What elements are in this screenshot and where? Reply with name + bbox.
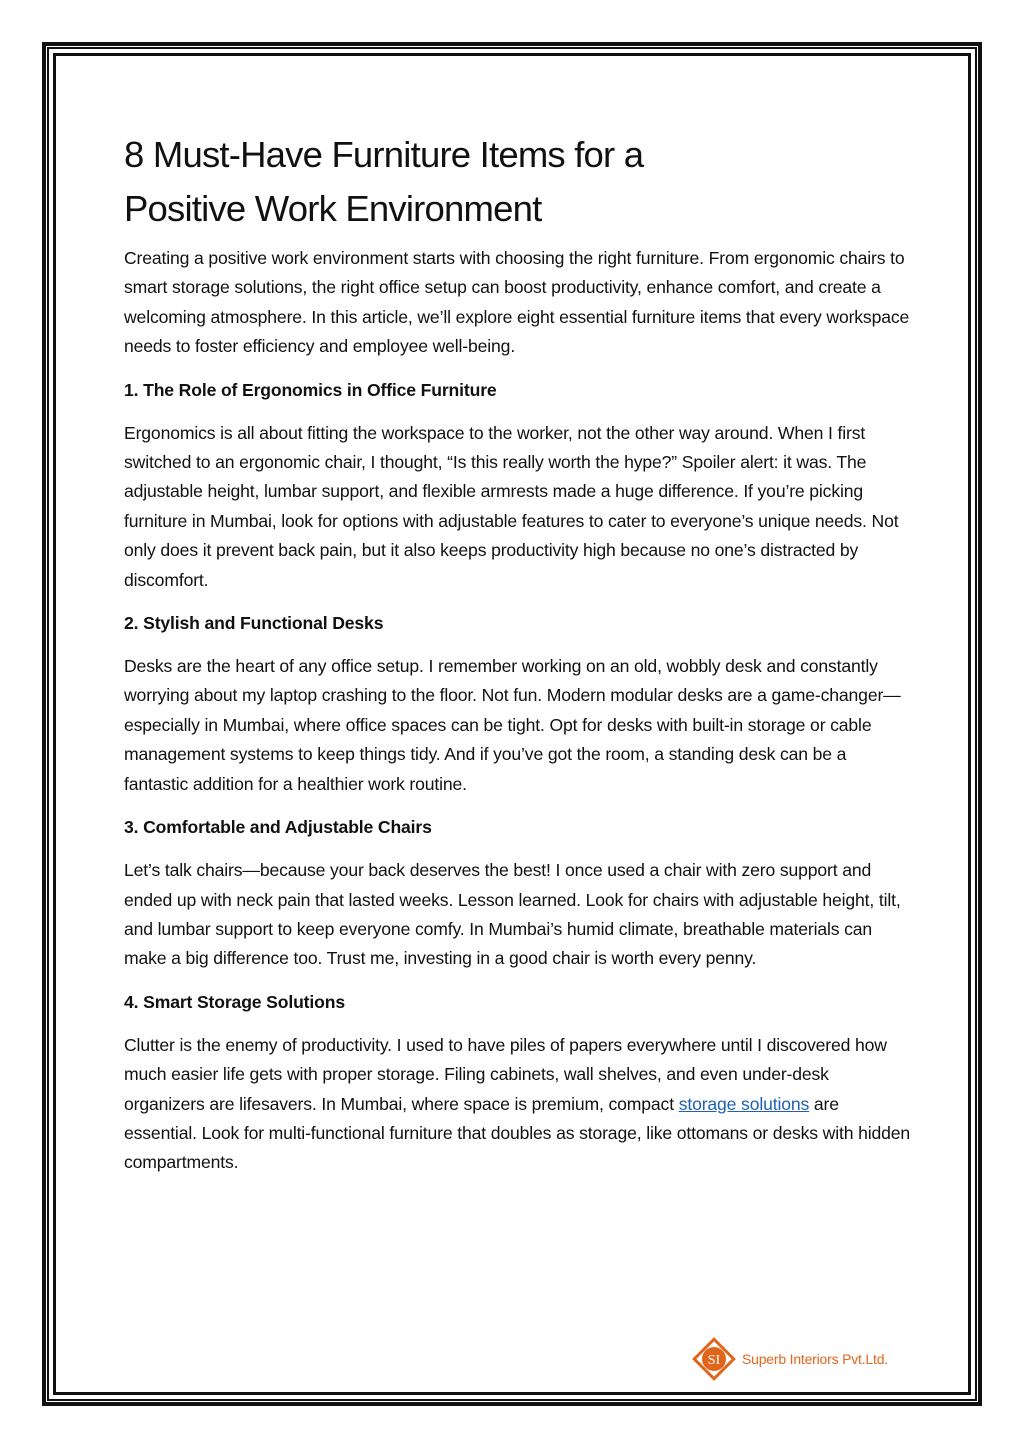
section-heading-4: 4. Smart Storage Solutions [124, 991, 345, 1012]
section-body-4-before: Clutter is the enemy of productivity. I used to have piles of papers everywhere until I discovered how much easier life gets with proper storage. Filing cabinets, wall shelves, and even under-desk organizers are lifesavers. In Mumbai, where space is premium, compact [124, 1034, 887, 1114]
logo-diamond-icon [692, 1337, 736, 1381]
section-body-4-after: are essential. Look for multi-functional furniture that doubles as storage, like ottomans or desks with hidden compartments. [124, 1093, 911, 1173]
section-heading-1: 1. The Role of Ergonomics in Office Furniture [124, 379, 497, 400]
section-heading-2: 2. Stylish and Functional Desks [124, 613, 384, 634]
page-title [124, 128, 914, 236]
intro-paragraph: Creating a positive work environment starts with choosing the right furniture. From ergonomic chairs to smart storage solutions, the right office setup can boost productivity, enhance comfort, and create a welcoming atmosphere. In this article, we’ll explore eight essential furniture items that every workspace needs to foster efficiency and employee well-being. [124, 248, 910, 357]
title-line-1: 8 Must-Have Furniture Items for a [124, 134, 644, 175]
section-body-2: Desks are the heart of any office setup. I remember working on an old, wobbly desk and constantly worrying about my laptop crashing to the floor. Not fun. Modern modular desks are a game-changer—especially in Mumbai, where office spaces can be tight. Opt for desks with built-in storage or cable management systems to keep things tidy. And if you’ve got the room, a standing desk can be a fantastic addition for a healthier work routine. [124, 656, 901, 794]
section-body-3: Let’s talk chairs—because your back deserves the best! I once used a chair with zero support and ended up with neck pain that lasted weeks. Lesson learned. Look for chairs with adjustable height, tilt, and lumbar support to keep everyone comfy. In Mumbai’s humid climate, breathable materials can make a big difference too. Trust me, investing in a good chair is worth every penny. [124, 860, 901, 969]
logo-company-name: Superb Interiors Pvt.Ltd. [742, 1351, 888, 1367]
article [124, 128, 914, 1192]
title-line-2: Positive Work Environment [124, 188, 542, 229]
section-heading-3: 3. Comfortable and Adjustable Chairs [124, 817, 432, 838]
storage-solutions-link[interactable]: storage solutions [678, 1093, 810, 1114]
section-body-4 [124, 1031, 914, 1178]
section-body-1: Ergonomics is all about fitting the workspace to the worker, not the other way around. When I first switched to an ergonomic chair, I thought, “Is this really worth the hype?” Spoiler alert: it was. The adjustable height, lumbar support, and flexible armrests made a huge difference. If you’re picking furniture in Mumbai, look for options with adjustable features to cater to everyone’s unique needs. Not only does it prevent back pain, but it also keeps productivity high because no one’s distracted by discomfort. [124, 422, 899, 590]
company-logo [692, 1336, 888, 1382]
logo-initials: SI [707, 1353, 721, 1368]
logo-diamond-svg [692, 1337, 736, 1381]
